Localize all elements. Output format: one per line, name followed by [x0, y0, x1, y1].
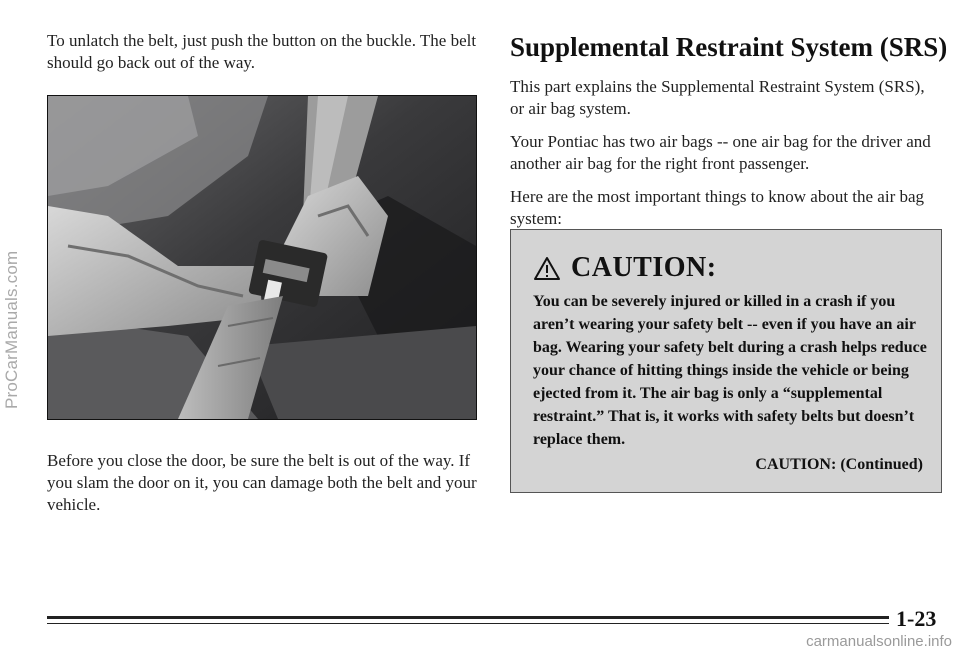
srs-intro-paragraph: This part explains the Supplemental Restraint System (SRS), or air bag system. — [510, 77, 925, 118]
side-watermark: ProCarManuals.com — [2, 250, 21, 410]
unlatch-instructions: To unlatch the belt, just push the button on the buckle. The belt should go back out of the way. — [47, 31, 477, 72]
left-column — [47, 30, 477, 74]
right-column — [510, 32, 948, 241]
caution-title: CAUTION: — [571, 252, 717, 283]
section-heading: Supplemental Restraint System (SRS) — [510, 32, 948, 62]
closing-paragraph-container — [47, 450, 477, 516]
page-number: 1-23 — [896, 606, 937, 631]
caution-body-text: You can be severely injured or killed in a crash if you aren’t wearing your safety belt -- even if you have an air bag. Wearing your safety belt during a crash helps reduce your chance of hitting things inside the vehicle or being ejected from it. The air bag is only a “supplemental restraint.” That is, it works with safety belts but doesn’t replace them. — [533, 293, 927, 448]
important-things-paragraph: Here are the most important things to know about the air bag system: — [510, 187, 925, 228]
door-warning-text: Before you close the door, be sure the belt is out of the way. If you slam the door on it, you can damage both the belt and your vehicle. — [47, 451, 477, 514]
footer-rule-thick — [47, 616, 889, 619]
buckle-illustration — [48, 96, 476, 419]
footer-rule-thin — [47, 623, 889, 624]
buckle-photo — [47, 95, 477, 420]
caution-continued-label: CAUTION: (Continued) — [755, 456, 923, 473]
warning-triangle-icon — [533, 256, 561, 281]
caution-header — [533, 252, 717, 284]
bottom-watermark: carmanualsonline.info — [806, 633, 952, 650]
caution-box — [510, 229, 942, 493]
airbag-count-paragraph: Your Pontiac has two air bags -- one air bag for the driver and another air bag for the right front passenger. — [510, 132, 931, 173]
